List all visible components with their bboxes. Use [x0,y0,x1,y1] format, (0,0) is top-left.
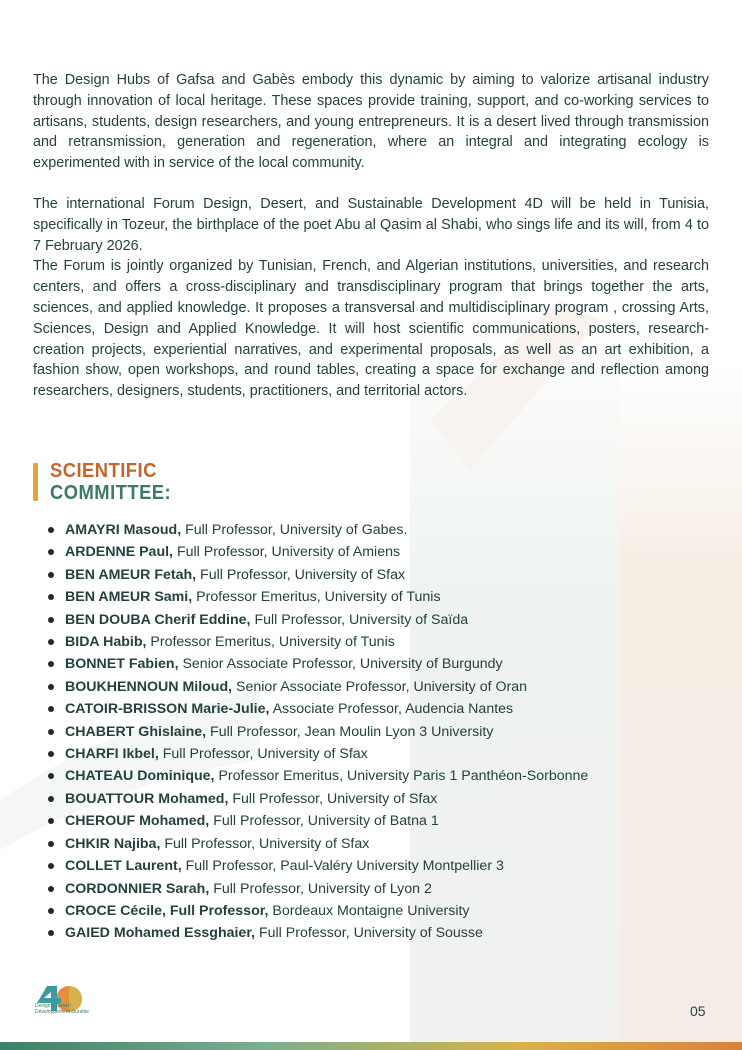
list-item [48,631,588,653]
footer-color-bar [0,1042,742,1050]
member-role: Professor Emeritus, University of Tunis [146,634,395,651]
member-name: BEN AMEUR Fetah, [65,566,197,583]
member-name: CHARFI Ikbel, [65,746,159,763]
member-name: BEN AMEUR Sami, [65,589,193,606]
4d-logo [33,973,93,1025]
intro-paragraph-forum-location: The international Forum Design, Desert, and Sustainable Development 4D will be held in Tunisia, specifically in Tozeur, the birthplace of the poet Abu al Qasim al Shabi, who sings life and its will, from 4 to 7 February 2026. [33,195,709,254]
member-role: Professor Emeritus, University of Tunis [192,589,441,606]
member-name: CHATEAU Dominique, [65,768,215,785]
scientific-committee-heading [33,460,182,504]
member-role: Full Professor, University of Sousse [255,925,483,942]
member-role: Full Professor, Jean Moulin Lyon 3 University [206,723,494,740]
member-role: Full Professor, University of Sfax [196,566,406,583]
list-item [48,922,588,944]
member-role: Full Professor, University of Batna 1 [209,813,439,830]
member-name: CROCE Cécile, Full Professor, [65,902,269,919]
member-role: Full Professor, University of Gabes. [181,522,408,538]
list-item [48,653,588,675]
member-name: AMAYRI Masoud, [65,522,182,538]
member-role: Full Professor, University of Lyon 2 [209,880,432,897]
list-item [48,586,588,608]
list-item [48,810,588,832]
member-name: GAIED Mohamed Essghaier, [65,925,256,942]
member-role: Full Professor, University of Sfax [228,790,438,807]
intro-paragraph-design-hubs: The Design Hubs of Gafsa and Gabès embody this dynamic by aiming to valorize artisanal industry through innovation of local heritage. These spaces provide training, support, and co-working services to artisans, students, design researchers, and young entrepreneurs. It is a desert lived through transmission and retransmission, generation and regeneration, where an integral and integrating ecology is experimented with in service of the local community. [33,72,709,172]
member-name: CORDONNIER Sarah, [65,880,210,897]
list-item [48,855,588,877]
member-name: ARDENNE Paul, [65,544,173,561]
member-name: CHEROUF Mohamed, [65,813,210,830]
member-role: Full Professor, University of Saïda [250,611,469,628]
member-role: Senior Associate Professor, University of Oran [232,678,528,695]
member-name: BOUATTOUR Mohamed, [65,790,229,807]
committee-member-list [48,519,588,945]
member-name: CHABERT Ghislaine, [65,723,207,740]
member-name: CATOIR-BRISSON Marie-Julie, [65,701,270,718]
list-item [48,609,588,631]
member-role: Bordeaux Montaigne University [268,902,470,919]
intro-paragraph-forum-program: The Forum is jointly organized by Tunisian, French, and Algerian institutions, universities, and research centers, and offers a cross-disciplinary and transdisciplinary program that brings together the arts, sciences, and applied knowledge. It proposes a transversal and multidisciplinary program , crossing Arts, Sciences, Design and Applied Knowledge. It will host scientific communications, posters, research-creation projects, experiential narratives, and experimental proposals, as well as an art exhibition, a fashion show, open workshops, and round tables, creating a space for exchange and reflection among researchers, designers, students, practitioners, and territorial actors. [33,258,709,400]
list-item [48,519,588,541]
heading-line-2: COMMITTEE: [50,482,172,504]
list-item [48,698,588,720]
list-item [48,564,588,586]
list-item [48,878,588,900]
list-item [48,721,588,743]
heading-accent-bar [33,463,38,501]
member-name: COLLET Laurent, [65,858,182,875]
list-item [48,833,588,855]
member-name: BIDA Habib, [65,634,147,651]
list-item [48,743,588,765]
page-number: 05 [690,1003,706,1019]
member-role: Full Professor, University of Sfax [158,746,368,763]
member-role: Senior Associate Professor, University of Burgundy [178,656,503,673]
heading-line-1: SCIENTIFIC [50,460,157,482]
member-name: BOUKHENNOUN Miloud, [65,678,233,695]
member-role: Full Professor, Paul-Valéry University Montpellier 3 [181,858,504,875]
member-role: Full Professor, University of Amiens [173,544,401,561]
list-item [48,765,588,787]
member-role: Professor Emeritus, University Paris 1 Panthéon-Sorbonne [214,768,589,785]
member-name: CHKIR Najiba, [65,835,161,852]
member-role: Full Professor, University of Sfax [160,835,370,852]
intro-text [33,70,709,402]
list-item [48,900,588,922]
member-name: BEN DOUBA Cherif Eddine, [65,611,251,628]
list-item [48,676,588,698]
member-name: BONNET Fabien, [65,656,179,673]
logo-caption: Design – Desert Développement Durable [35,1003,89,1015]
list-item [48,788,588,810]
list-item [48,541,588,563]
member-role: Associate Professor, Audencia Nantes [269,701,514,718]
